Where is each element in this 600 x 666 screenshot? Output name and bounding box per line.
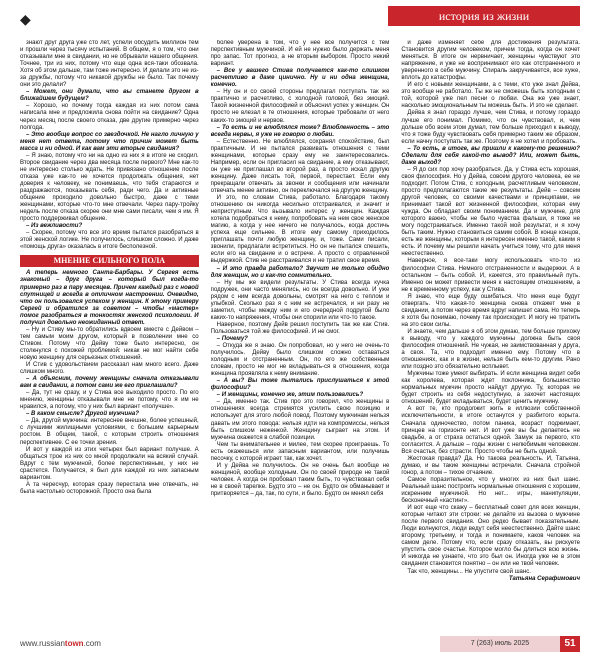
paragraph: – Естественно. Не влюблялся, сохранял спокойствие, был практичным. И не пытался развивать отношения с теми женщинами, которые сразу ему не заинтересовались. Например, если он пригласил на свидание, а ему отказывают, он уже не приглашал во второй раз, а просто искал другую женщину. Даже писать той, первой, перестает. Если ему прекращали отвечать за звонки и сообщения или начинали отвечать менее активно, он переключался на другую женщину. [210,138,390,194]
interview-question: – То есть и не влюблялся тоже? Влюбленность – это всегда нервы, я уже не говорю о любви. [210,124,390,138]
interview-question: – А объясним, почему женщины сначала отказывали вам в свидании, а потом сами же его приглашали? [20,376,199,390]
issue-number: 7 (263) июль 2025 [440,636,560,652]
paragraph: Так что, женщины... Не упустите свой шанс. [407,568,531,575]
site-url[interactable]: www.russiantown.com [20,639,101,648]
paragraph: и даже изменяет себе для достижения результата. Становится другим человеком, причем тогда, когда он хочет меняться. В итоге он нервничает, женщины чувствуют это напряжение, и уже не воспринимают его как отстраненного и уверенного в себе мужчину. Спираль закручивается, все хуже, вплоть до катастрофы. [401,40,581,82]
paragraph: А вот те, кто продолжит жить в иллюзии собственной исключительности, в итоге останутся у разбитого корыта. Сначала одиночество, потом паника, возраст поджимает, принцев на горизонте нет. И вот уже вы бы делаетесь не свадьбе, а от страха остаться одной. Замуж за первого, кто согласится. А дальше – годы жизни с нелюбимым человеком. Вся счастья, без страсти. Просто чтобы не быть одной. [401,406,581,455]
section-title: история из жизни [388,6,580,26]
interview-question: – Все у вашего Стива получается как-то слишком расчетливо в даже цинично. Ну и ни одна женщина, конечно. [210,68,390,89]
paragraph: И вот у каждой из этих четырех был вариант получше. А общаться трое из них со мной продолжали на всякий случай. Вдруг с тем мужчиной, более перспективным, у них не срастется. Получается, я был для каждой из них запасным вариантом. [20,446,199,481]
paragraph: А та чересчур, которая сразу перестала мне отвечать, не была настолько осторожной. Просто она была [20,481,199,495]
paragraph: – Ну он и со своей стороны предлагал поступать так же практично и расчетливо, с холодной головой, без эмоций. Такой жизненной философией и объяснил успех у женщин. Он просто не влезал в те отношения, которые требовали от него каких-то эмоций и нервов. [210,89,390,124]
paragraph: – Ну мы же видели результаты. У Стива всегда кучка подружек, они часто менялись, но он всегда довольно. И уже рядом с ним всегда довольны, смотрят на него с теплом и улыбкой. Сколько раз я с ним не встречался, и ни разу не заметил, чтобы между ним и его очередной подругой было каких-то напряжения, чтобы они спорили или что-то такое. [210,279,390,321]
paragraph: – Я до сих пор хочу разобраться. Да, у Стива есть хорошая, своя философия. Но у Дейва, совсем другого человека, ее не подходит. Потом Стив, с холодным, расчетливым человеком, просто предполагаются такие же результаты. Дейв – совсем другой человек, со своими качествами и принципами, не принимает такой вот жизненной философии, которая ему чужда. Он обладает своим пониманием. Да и мужчине, для которого важно, чтобы не было чувства фальши, я тоже не могу подстраиваться. Именно такой мой результат, и я хочу быть таким. Нужно становиться самим собой. В конце концов, есть же женщины, которым я интересен именно такой, каким я есть. И почему мы решили начать учиться тому, что для меня неестественно. [401,166,581,258]
interview-question: – И это правда работало? Звучит не только обидно для женщин, но и как-то сомнительно. [210,265,390,279]
paragraph: И вот еще что скажу – бесплатный совет для всех женщин, которые читают эти строки: не делайте из вызова о мужчине после первого свидания. Оно редко бывает показательным. Люди волнуются, люди ведут себя неестественно. Дайте шанс второму, третьему, и тогда и понимаете, каков человек на самом деле. Потому что, если сразу отказать, вы рискуете упустить свое счастье. Которое могло бы длиться всю жизнь. И никогда не узнаете, что это был он. Иногда уже не в этом свидании становится понятно – он или не твой человек. [401,505,581,568]
paragraph: И у Дейва не получилось. Он не очень был вообще не женщиной, вообще холодным. Он по своей природе не такой человек. А когда он пробовал таким быть, то чувствовал себя не в своей тарелке. Будто это – не он. Будто он обманывает и притворяется – да, так, по сути, и было. Будто он менял себя [210,462,390,497]
paragraph: Наверное, поэтому Дейв решил поступить так же как Стив. Пользоваться той же философией. И не смог. [210,321,390,335]
article-columns [20,40,580,630]
page-header [0,6,600,28]
paragraph: И знаете, чем дальше я об этом думаю, тем больше прихожу к выводу, что у каждого мужчины должна быть своя философия отношений. Не чужая, не заимствованная у друга, а своя. Та, что подходит именно ему. Потому что в отношениях, как и в жизни, нельзя быть кем-то другим. Рано или поздно это обязательно всплывет. [401,328,581,371]
paragraph: Чем ты внимательнее и милее, тем скорее проиграешь. То есть окажешься или запасным вариантом, или получишь песочку, с которой играет так, как хочет. [210,441,390,462]
paragraph: Дейва я знал гораздо лучше, чем Стива, и потому гораздо лучше его понимал. Помимо, что он чувствовал, и, чем дольше обо всем этом думал, тем больше приходил к выводу, что я тоже буду чувствовать себя примерно таким же образом, если начну поступать так же. Поэтому я не хотел и пробовать. [401,110,581,145]
interview-question: – Может, они думали, что вы станете другом в ближайшем будущем? [20,89,199,103]
paragraph: – Хорошо, но почему тогда каждая из них потом сама написала мне и предложила снова пойти на свидание? Одна через месяц после своего отказа, две другие примерно через полгода. [20,103,199,131]
paragraph: Я знаю, что еще буду ошибаться. Что меня еще будут отвергать. Что какая-то женщина снова откажет мне в свидании, а потом через время вдруг напишет сама. Но теперь я хотя бы понимаю, почему так происходит. И могу не тратить на это свои силы. [401,293,581,328]
paragraph: знают друг друга уже сто лет, успели обсудить миллион тем и прошли через тысячу испытаний. В общем, я о том, что они отказывали мне в свидании, но не обрывали нашего общения. Точнее, три из них, потому что еще одна вся-таки обозвала. Хотя об этом дальше, там тоже интересно. И делали это не из-за дружбы, потому что никакой дружбы не было. Так почему они это делали? [20,40,199,89]
paragraph: Мужчины тоже умеют выбирать. И если женщина видит себя как королева, которая ждет поклонника, большинство нормальных мужчин просто найдут другую. Ту, которая не будет строить из себя недоступную, а захочет настоящих отношений, будет вкладываться, будет ценить мужчину. [401,371,581,406]
author-signature: Татьяна Серафимович [508,575,581,582]
paragraph: – Я знаю, потому что ни на одно из них я в итоге не сходил. Второе свидание через два месяца после первого? Мне как-то не интересно столько ждать. Не привязано отношение после отказа уже как-то не хочется продолжать общения, нет доверия к человеку, не понимаешь, что тебя стараются и раздражаются, показывать себя, ради чего. Да и активные общение проходило довольно быстро, даже с теми женщинами, которые что-то мне отвечали. Через пару-тройку недель после отказа скорее они мне сами писали, чем я им. Я просто поддерживал общение. [20,152,199,223]
intro-paragraph: А теперь немного Санта-Барбары. У Сергея есть знакомый – друг друга – который был когда-то примерно раз в пару месяцев. Причем каждый раз с новой спутницей и всегда в отличном настроении. Очевидно, что он пользовался успехом у женщин. К этому примеру Сергей и обратился за советом – чтобы «мастер» помог разобраться в тонкостях женской психологии. И получил довольно неожиданный ответ. [20,270,199,326]
paragraph: – Да, другой мужчина: интереснее внешне, более успешный, с лучшими жилищными условиями, с большим карьерным ростом. В общем, такой, с которым строить отношения перспективнее. С ее точки зрения. [20,418,199,446]
interview-question: – Это вообще вопрос со звездочкой. Не нагло личную у меня нет ответа, потому что причин может быть масса и ни одной. И как вам эти вторые свидания? [20,131,199,152]
interview-question: – Почему? [216,335,248,342]
paragraph: – Да, именно так. Стив про это говорил, что женщины в отношениях всегда стремятся усилить свою позицию и использует для этого любой повод. Поэтому мужчинам нельзя давать им этого повода: нельзя идти на компромиссы, нельзя быть слишком неженкой. Женщину сыграет на этом. И мужчина окажется в слабой позиции. [210,399,390,441]
page-number: 51 [560,636,580,652]
paragraph: Жестокая правда? Да. Но такова реальность. И, Татьяна, думаю, и вы такие женщины встречали. Сначала стройной гонор, а потом – тихое отчаяние. [401,455,581,476]
paragraph: Самое поразительное, что у многих из них был шанс. Реальный шанс построить нормальные отношения с хорошим, искренним мужчиной. Но нет... игры, манипуляции, бесконечный «кастинг». [401,476,581,505]
paragraph: И это, по словам Стива, работало. Благодаря такому отношению он никогда несильно отстраивался, и значит и неприступным. Что вызывало интерес у женщин. Каждая хотела подобраться к нему, попробовать на нем свое женское магию, а когда у нее ничего не получалось, когда достичь успеха еще сильнее. В итоге ему самому приходилось приглашать почти любую женщину, и, тоже. Сами писали, звонили, предлагали встретиться. Но он не пытался спешить, если его на свидание и о встрече. А просто с отравленной выдержкой. Стив не расстраивался и не тратил свое время. [210,195,390,265]
paragraph: – Ну и Стиву мы-то обратились вдвоем вместе с Дейвом – тем самым моим другом, который в позволении мне со Стивом. Потому что Дейву тоже было интересно, он столкнулся с похожей проблемой: никак не мог найти себе новую женщину для серьезных отношений. [20,326,199,361]
column-2 [211,40,390,630]
page-footer [20,636,580,652]
paragraph: И Стив с удовольствием рассказал нам много всего. Даже слишком много. [20,362,199,376]
interview-question: – То есть, в итоге, вы пришли к какому-то решению? Сделали для себя какой-то вывод? Или, может быть, даже выход? [401,145,581,166]
paragraph: – Скорее, потому что все это время пытался разобраться в этой женской логике. Не получилось, слишком сложно. И даже «помощь друга» оказалась в итоге бесполезной. [20,230,199,251]
paragraph: Наверное, я все-таки могу использовать что-то из философии Стива. Немного отстраненности и выдержки. А в остальном – быть собой. И, кажется, это правильный путь. Именно он может привести меня к настоящим отношениям, а не к временному успеху, как у Стива. [401,258,581,293]
column-3 [401,40,580,630]
paragraph: – Откуда же я знаю. Он попробовал, но у него не очень-то получилось. Дейву было слишком сложно оставаться холодным и отстраненным. Он, по его же собственным словам, просто не мог не вкладывать-ся в отношения, когда женщина проявляла к нему внимание. [210,343,390,378]
subheading: МНЕНИЕ СИЛЬНОГО ПОЛА [20,255,199,267]
interview-question: – А вы? Вы тоже пытались прислушаться к этой философии? [210,378,390,392]
interview-question: – Из вежливости? [26,223,83,230]
column-1 [20,40,199,630]
section-marker-icon: ◆ [20,12,31,28]
paragraph: – Да, тут не сразу, и у Стива все выходило просто. По его мнению, женщины отказывали мне не потому, что я им не нравился, а потому, что у них был вариант «получше». [20,390,199,411]
interview-question: – И женщины, конечно же, этим пользовались? [216,392,364,399]
paragraph: более уверена в том, что у нее все получится с тем перспективным мужчиной. И ей не нужно было держать меня про запас. Тот прогноз, а не вторым выбором. Просто некий вариант. [210,40,390,68]
interview-question: – В каком смысле? Другой мужчина? [26,411,139,418]
paragraph: И его с новыми женщинами, а с теми, кто уже знал Дейва, это вообще не работало. Ты же не сможешь быть холодным с той, которой уже пел песни о любви. Она же уже знает, насколько эмоциональным ты можешь быть. И это не сделает. [401,82,581,110]
